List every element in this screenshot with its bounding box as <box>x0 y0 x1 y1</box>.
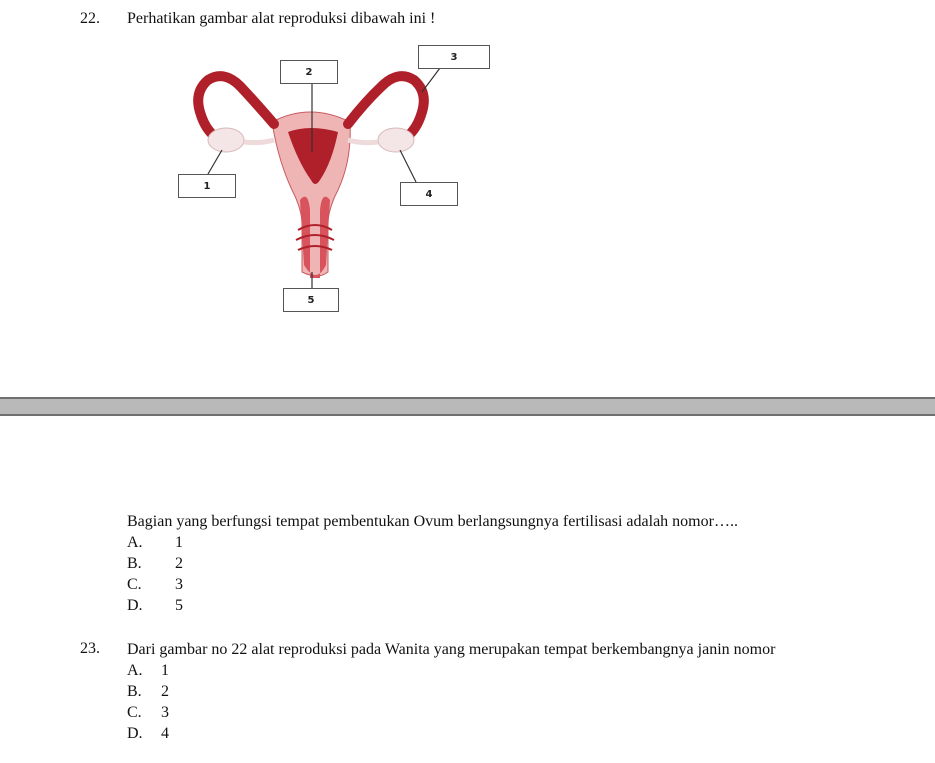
label-box-3: 3 <box>418 45 490 69</box>
option-letter: D. <box>127 725 143 742</box>
option-letter: D. <box>127 597 143 614</box>
label-box-1: 1 <box>178 174 236 198</box>
pointer-line-4 <box>400 150 416 182</box>
question-23-text: Dari gambar no 22 alat reproduksi pada Wanita yang merupakan tempat berkembangnya janin nomor <box>127 641 776 658</box>
left-fallopian-tube <box>198 76 274 134</box>
q22-option-a[interactable] <box>127 533 207 553</box>
section-divider <box>0 397 935 416</box>
left-ovary <box>208 128 244 152</box>
option-letter: C. <box>127 704 142 721</box>
left-ligament <box>244 140 274 143</box>
option-letter: B. <box>127 683 142 700</box>
option-letter: A. <box>127 534 143 551</box>
option-letter: B. <box>127 555 142 572</box>
q23-option-a[interactable] <box>127 661 187 681</box>
option-value: 1 <box>161 662 169 679</box>
option-value: 1 <box>175 534 183 551</box>
q23-option-d[interactable] <box>127 724 187 744</box>
q23-option-b[interactable] <box>127 682 187 702</box>
question-22-number: 22. <box>80 10 100 27</box>
pointer-line-3 <box>422 68 440 92</box>
pointer-line-1 <box>208 150 222 174</box>
right-ligament <box>348 140 378 143</box>
option-letter: C. <box>127 576 142 593</box>
q23-option-c[interactable] <box>127 703 187 723</box>
option-letter: A. <box>127 662 143 679</box>
female-reproductive-diagram <box>160 40 500 320</box>
q22-option-d[interactable] <box>127 596 207 616</box>
right-fallopian-tube <box>348 76 424 134</box>
label-box-2: 2 <box>280 60 338 84</box>
question-23-number: 23. <box>80 640 100 657</box>
option-value: 2 <box>175 555 183 572</box>
label-box-4: 4 <box>400 182 458 206</box>
option-value: 5 <box>175 597 183 614</box>
q22-option-b[interactable] <box>127 554 207 574</box>
option-value: 3 <box>175 576 183 593</box>
right-ovary <box>378 128 414 152</box>
q22-option-c[interactable] <box>127 575 207 595</box>
option-value: 2 <box>161 683 169 700</box>
question-22-prompt: Perhatikan gambar alat reproduksi dibawah ini ! <box>127 10 436 27</box>
question-22-text: Bagian yang berfungsi tempat pembentukan Ovum berlangsungnya fertilisasi adalah nomor….. <box>127 513 738 530</box>
option-value: 4 <box>161 725 169 742</box>
option-value: 3 <box>161 704 169 721</box>
label-box-5: 5 <box>283 288 339 312</box>
